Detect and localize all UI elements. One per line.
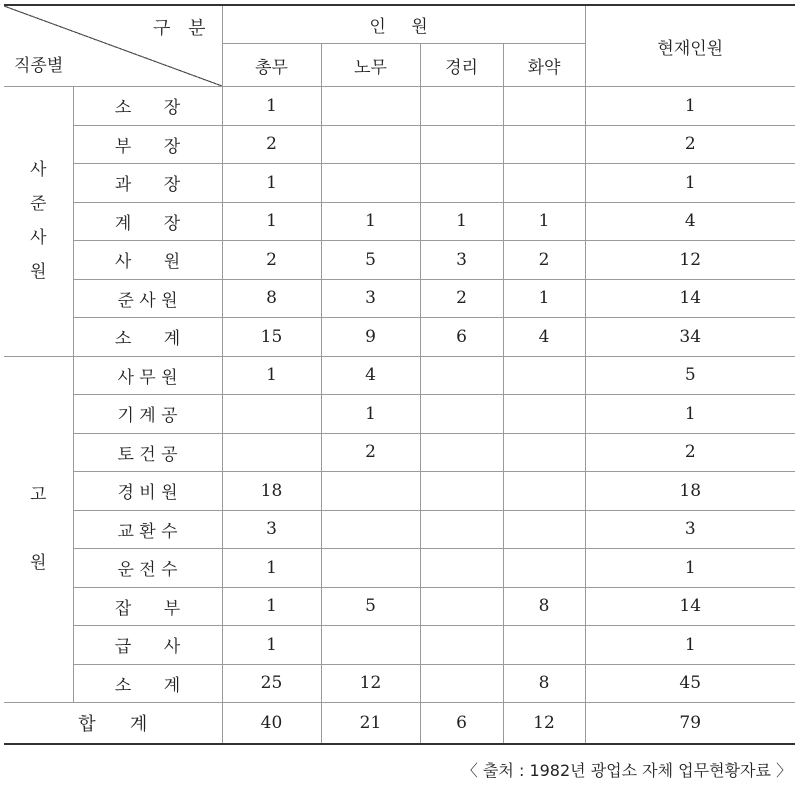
current-cell: 3 <box>585 510 795 549</box>
value-cell: 2 <box>420 279 503 318</box>
table-row <box>4 164 795 203</box>
value-cell <box>321 87 420 126</box>
value-cell: 3 <box>222 510 321 549</box>
division-label: 구 분 <box>153 18 212 39</box>
value-cell: 12 <box>321 664 420 703</box>
table-row <box>4 510 795 549</box>
row-label: 계 장 <box>73 202 222 241</box>
row-label: 사 무 원 <box>73 356 222 395</box>
value-cell <box>503 356 585 395</box>
row-label: 소 계 <box>73 664 222 703</box>
value-cell <box>503 510 585 549</box>
table-row <box>4 125 795 164</box>
value-cell: 6 <box>420 318 503 357</box>
table-row <box>4 87 795 126</box>
value-cell: 1 <box>503 279 585 318</box>
table-row <box>4 279 795 318</box>
value-cell <box>503 626 585 665</box>
value-cell <box>321 626 420 665</box>
value-cell <box>420 587 503 626</box>
column-header-general-affairs: 총무 <box>222 44 321 87</box>
current-cell: 14 <box>585 279 795 318</box>
value-cell: 1 <box>222 626 321 665</box>
value-cell: 5 <box>321 587 420 626</box>
row-label: 소 계 <box>73 318 222 357</box>
current-cell: 18 <box>585 472 795 511</box>
value-cell <box>420 626 503 665</box>
row-label: 준 사 원 <box>73 279 222 318</box>
table-row <box>4 395 795 434</box>
value-cell: 25 <box>222 664 321 703</box>
value-cell: 4 <box>321 356 420 395</box>
value-cell: 1 <box>420 202 503 241</box>
value-cell <box>321 549 420 588</box>
current-cell: 45 <box>585 664 795 703</box>
current-header: 현재인원 <box>585 5 795 87</box>
value-cell: 18 <box>222 472 321 511</box>
table-row <box>4 318 795 357</box>
value-cell <box>321 472 420 511</box>
value-cell: 8 <box>503 587 585 626</box>
current-cell: 12 <box>585 241 795 280</box>
table-row <box>4 664 795 703</box>
total-value-cell: 21 <box>321 703 420 745</box>
value-cell: 1 <box>222 202 321 241</box>
value-cell: 1 <box>222 549 321 588</box>
current-cell: 2 <box>585 125 795 164</box>
table-row <box>4 356 795 395</box>
value-cell: 2 <box>321 433 420 472</box>
value-cell: 5 <box>321 241 420 280</box>
value-cell: 1 <box>321 395 420 434</box>
value-cell: 2 <box>222 125 321 164</box>
value-cell: 1 <box>222 356 321 395</box>
column-header-explosives: 화약 <box>503 44 585 87</box>
value-cell <box>420 510 503 549</box>
current-cell: 4 <box>585 202 795 241</box>
value-cell <box>420 549 503 588</box>
value-cell: 8 <box>222 279 321 318</box>
column-header-accounting: 경리 <box>420 44 503 87</box>
source-note: 〈 출처 : 1982년 광업소 자체 업무현황자료 〉 <box>461 761 792 780</box>
value-cell <box>503 164 585 203</box>
row-label: 소 장 <box>73 87 222 126</box>
value-cell: 1 <box>222 87 321 126</box>
value-cell <box>503 125 585 164</box>
value-cell <box>420 164 503 203</box>
row-label: 급 사 <box>73 626 222 665</box>
table-row <box>4 587 795 626</box>
value-cell <box>321 125 420 164</box>
value-cell: 1 <box>503 202 585 241</box>
group-label: 고 원 <box>4 356 73 703</box>
value-cell: 2 <box>222 241 321 280</box>
value-cell <box>503 433 585 472</box>
row-label: 사 원 <box>73 241 222 280</box>
value-cell <box>420 433 503 472</box>
table-row <box>4 202 795 241</box>
column-header-labor: 노무 <box>321 44 420 87</box>
current-cell: 1 <box>585 87 795 126</box>
total-value-cell: 6 <box>420 703 503 745</box>
row-label: 교 환 수 <box>73 510 222 549</box>
value-cell <box>420 472 503 511</box>
personnel-header: 인 원 <box>222 5 585 44</box>
table-row <box>4 549 795 588</box>
value-cell <box>503 395 585 434</box>
value-cell <box>420 87 503 126</box>
total-value-cell: 12 <box>503 703 585 745</box>
total-value-cell: 40 <box>222 703 321 745</box>
value-cell <box>420 664 503 703</box>
value-cell: 1 <box>222 587 321 626</box>
row-label: 기 계 공 <box>73 395 222 434</box>
group-label: 사 준 사 원 <box>4 87 73 357</box>
row-label: 경 비 원 <box>73 472 222 511</box>
value-cell: 15 <box>222 318 321 357</box>
value-cell <box>222 433 321 472</box>
row-label: 토 건 공 <box>73 433 222 472</box>
current-cell: 1 <box>585 395 795 434</box>
value-cell: 1 <box>321 202 420 241</box>
current-cell: 34 <box>585 318 795 357</box>
value-cell: 3 <box>321 279 420 318</box>
current-cell: 1 <box>585 164 795 203</box>
value-cell <box>321 164 420 203</box>
header-diagonal-cell <box>4 5 222 87</box>
current-cell: 14 <box>585 587 795 626</box>
value-cell <box>503 87 585 126</box>
value-cell <box>420 125 503 164</box>
current-cell: 5 <box>585 356 795 395</box>
personnel-table <box>4 4 795 745</box>
value-cell <box>503 472 585 511</box>
current-cell: 1 <box>585 549 795 588</box>
table-row <box>4 241 795 280</box>
value-cell: 9 <box>321 318 420 357</box>
value-cell <box>420 356 503 395</box>
row-label: 부 장 <box>73 125 222 164</box>
row-label: 운 전 수 <box>73 549 222 588</box>
current-cell: 2 <box>585 433 795 472</box>
category-label: 직종별 <box>14 56 64 76</box>
table-row <box>4 472 795 511</box>
row-label: 잡 부 <box>73 587 222 626</box>
value-cell: 4 <box>503 318 585 357</box>
value-cell <box>503 549 585 588</box>
row-label: 과 장 <box>73 164 222 203</box>
total-current-cell: 79 <box>585 703 795 745</box>
table-row <box>4 433 795 472</box>
value-cell: 8 <box>503 664 585 703</box>
value-cell <box>222 395 321 434</box>
value-cell: 1 <box>222 164 321 203</box>
table-row <box>4 626 795 665</box>
value-cell <box>420 395 503 434</box>
value-cell: 3 <box>420 241 503 280</box>
total-label: 합 계 <box>4 703 222 745</box>
value-cell: 2 <box>503 241 585 280</box>
total-row <box>4 703 795 745</box>
value-cell <box>321 510 420 549</box>
current-cell: 1 <box>585 626 795 665</box>
